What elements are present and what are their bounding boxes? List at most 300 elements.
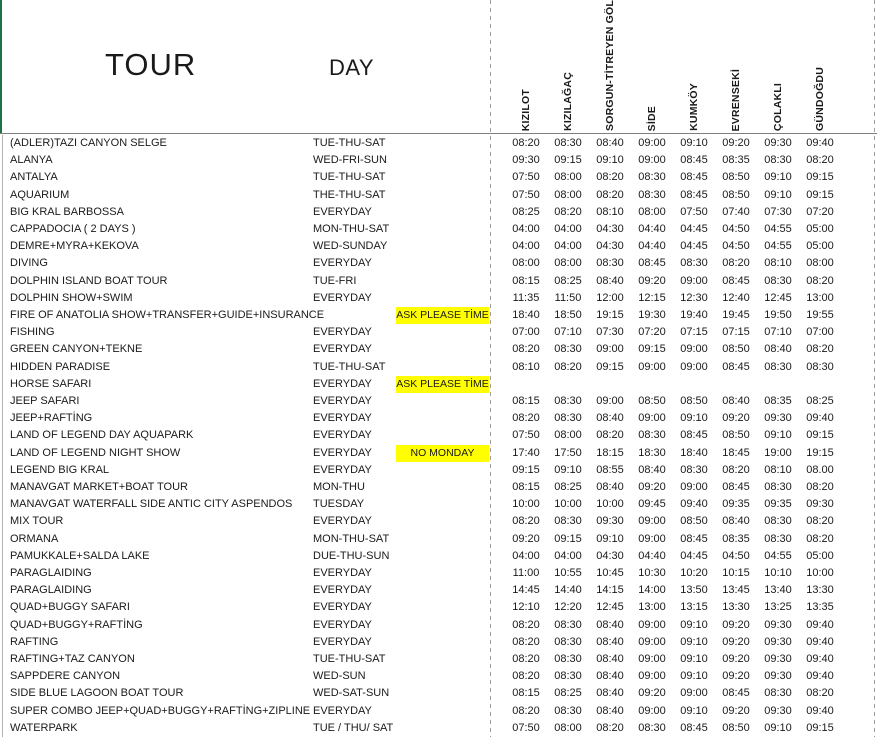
time-cell[interactable]: 09:20 <box>722 412 750 425</box>
day-cell[interactable]: EVERYDAY <box>313 395 372 407</box>
time-cell[interactable]: 09:15 <box>554 154 582 167</box>
time-cell[interactable]: 08:40 <box>596 481 624 493</box>
time-cell[interactable]: 09:00 <box>680 481 708 493</box>
day-cell[interactable]: EVERYDAY <box>313 704 372 717</box>
time-cell[interactable]: 08:30 <box>764 274 792 287</box>
time-cell[interactable]: 08:40 <box>596 412 624 425</box>
day-cell[interactable]: TUE-THU-SAT <box>313 171 386 184</box>
day-cell[interactable]: EVERYDAY <box>313 635 372 648</box>
time-cell[interactable]: 04:40 <box>638 549 666 562</box>
time-cell[interactable]: 17:40 <box>512 446 540 459</box>
time-cell[interactable]: 12:40 <box>722 291 750 304</box>
time-cell[interactable]: 09:10 <box>764 721 792 734</box>
time-cell[interactable]: 08:30 <box>680 463 708 476</box>
time-cell[interactable]: 08:40 <box>596 137 624 149</box>
time-cell[interactable]: 08:20 <box>512 515 540 528</box>
time-cell[interactable]: 18:15 <box>596 446 624 459</box>
time-cell[interactable]: 04:45 <box>680 223 708 235</box>
time-cell[interactable]: 07:50 <box>512 171 540 184</box>
time-cell[interactable]: 19:40 <box>680 309 708 321</box>
time-cell[interactable]: 07:20 <box>638 326 666 339</box>
time-cell[interactable]: 09:10 <box>680 653 708 665</box>
tour-name-cell[interactable]: SAPPDERE CANYON <box>10 670 121 683</box>
time-cell[interactable]: 08:15 <box>512 687 540 700</box>
tour-name-cell[interactable]: LAND OF LEGEND DAY AQUAPARK <box>10 429 194 442</box>
day-cell[interactable]: EVERYDAY <box>313 515 372 528</box>
time-cell[interactable]: 04:00 <box>512 223 540 235</box>
time-cell[interactable]: 08:20 <box>806 515 834 528</box>
time-cell[interactable]: 13:35 <box>806 601 834 614</box>
time-cell[interactable]: 08:00 <box>806 257 834 270</box>
time-cell[interactable]: 09:20 <box>722 137 750 149</box>
time-cell[interactable]: 08:40 <box>638 463 666 476</box>
time-cell[interactable]: 09:15 <box>554 532 582 545</box>
time-cell[interactable]: 09:20 <box>638 687 666 700</box>
time-cell[interactable]: 09:00 <box>680 274 708 287</box>
time-cell[interactable]: 18:40 <box>512 309 540 321</box>
time-cell[interactable]: 08:20 <box>512 137 540 149</box>
time-cell[interactable]: 04:50 <box>722 549 750 562</box>
time-cell[interactable]: 08:00 <box>512 257 540 270</box>
time-cell[interactable]: 04:40 <box>638 240 666 253</box>
time-cell[interactable]: 07:30 <box>764 205 792 218</box>
time-cell[interactable]: 13:15 <box>680 601 708 614</box>
time-cell[interactable]: 08:50 <box>722 171 750 184</box>
time-cell[interactable]: 13:00 <box>806 291 834 304</box>
tour-name-cell[interactable]: CAPPADOCIA ( 2 DAYS ) <box>10 223 136 235</box>
time-cell[interactable]: 08:10 <box>764 257 792 270</box>
time-cell[interactable]: 11:50 <box>554 291 582 304</box>
time-cell[interactable]: 09:20 <box>638 481 666 493</box>
time-cell[interactable]: 09:10 <box>764 188 792 201</box>
time-cell[interactable]: 08:15 <box>512 395 540 407</box>
day-cell[interactable]: EVERYDAY <box>313 291 372 304</box>
time-cell[interactable]: 09:40 <box>806 412 834 425</box>
time-cell[interactable]: 08:25 <box>806 395 834 407</box>
time-cell[interactable]: 08:30 <box>638 429 666 442</box>
time-cell[interactable]: 08:50 <box>722 188 750 201</box>
time-cell[interactable]: 11:00 <box>512 567 540 579</box>
time-cell[interactable]: 13:25 <box>764 601 792 614</box>
time-cell[interactable]: 09:40 <box>806 635 834 648</box>
time-cell[interactable]: 08:30 <box>554 343 582 356</box>
time-cell[interactable]: 09:10 <box>680 635 708 648</box>
time-cell[interactable]: 04:00 <box>554 223 582 235</box>
time-cell[interactable]: 08:20 <box>512 343 540 356</box>
tour-name-cell[interactable]: MANAVGAT MARKET+BOAT TOUR <box>10 481 188 493</box>
time-cell[interactable]: 11:35 <box>512 291 540 304</box>
time-cell[interactable]: 09:10 <box>680 670 708 683</box>
time-cell[interactable]: 09:15 <box>596 360 624 373</box>
day-cell[interactable]: WED-SUN <box>313 670 366 683</box>
location-column-header[interactable] <box>757 4 799 131</box>
tour-name-cell[interactable]: SIDE BLUE LAGOON BOAT TOUR <box>10 687 184 700</box>
time-cell[interactable]: 07:30 <box>596 326 624 339</box>
time-cell[interactable]: 04:30 <box>596 223 624 235</box>
time-cell[interactable]: 09:20 <box>722 670 750 683</box>
time-cell[interactable]: 08:20 <box>512 670 540 683</box>
tour-name-cell[interactable]: RAFTING <box>10 635 59 648</box>
tour-name-cell[interactable]: MANAVGAT WATERFALL SIDE ANTIC CITY ASPENDOS <box>10 498 293 511</box>
time-cell[interactable]: 08:45 <box>680 188 708 201</box>
time-cell[interactable]: 08:30 <box>554 670 582 683</box>
time-cell[interactable]: 08:30 <box>764 360 792 373</box>
location-column-header[interactable] <box>673 4 715 131</box>
time-cell[interactable]: 08:00 <box>554 188 582 201</box>
time-cell[interactable]: 10:55 <box>554 567 582 579</box>
time-cell[interactable]: 04:55 <box>764 240 792 253</box>
time-cell[interactable]: 04:30 <box>596 549 624 562</box>
time-cell[interactable]: 08:10 <box>596 205 624 218</box>
time-cell[interactable]: 08:45 <box>722 274 750 287</box>
day-cell[interactable]: TUESDAY <box>313 498 365 511</box>
time-cell[interactable]: 08.00 <box>806 463 834 476</box>
time-cell[interactable]: 12:00 <box>596 291 624 304</box>
time-cell[interactable]: 04:30 <box>596 240 624 253</box>
time-cell[interactable]: 12:10 <box>512 601 540 614</box>
day-cell[interactable]: EVERYDAY <box>313 429 372 442</box>
time-cell[interactable]: 10:20 <box>680 567 708 579</box>
time-cell[interactable]: 09:00 <box>638 360 666 373</box>
time-cell[interactable]: 08:40 <box>596 635 624 648</box>
time-cell[interactable]: 08:20 <box>512 618 540 631</box>
time-cell[interactable]: 08:30 <box>554 515 582 528</box>
time-cell[interactable]: 08:55 <box>596 463 624 476</box>
time-cell[interactable]: 08:20 <box>806 532 834 545</box>
time-cell[interactable]: 19:15 <box>806 446 834 459</box>
time-cell[interactable]: 08:45 <box>722 481 750 493</box>
time-cell[interactable]: 08:15 <box>512 274 540 287</box>
time-cell[interactable]: 19:45 <box>722 309 750 321</box>
time-cell[interactable]: 08:45 <box>680 429 708 442</box>
time-cell[interactable]: 08:50 <box>722 721 750 734</box>
time-cell[interactable]: 08:20 <box>806 154 834 167</box>
time-cell[interactable]: 09:15 <box>512 463 540 476</box>
time-cell[interactable]: 12:45 <box>764 291 792 304</box>
time-cell[interactable]: 19:50 <box>764 309 792 321</box>
time-cell[interactable]: 09:00 <box>680 687 708 700</box>
day-cell[interactable]: EVERYDAY <box>313 326 372 339</box>
time-cell[interactable]: 08:40 <box>596 653 624 665</box>
tour-name-cell[interactable]: ANTALYA <box>10 171 58 184</box>
time-cell[interactable]: 08:25 <box>554 274 582 287</box>
time-cell[interactable]: 08:40 <box>722 515 750 528</box>
time-cell[interactable]: 08:20 <box>554 360 582 373</box>
tour-name-cell[interactable]: LEGEND BIG KRAL <box>10 463 110 476</box>
time-cell[interactable]: 09:30 <box>764 618 792 631</box>
day-cell[interactable]: WED-FRI-SUN <box>313 154 387 167</box>
time-cell[interactable]: 10:00 <box>554 498 582 511</box>
tour-name-cell[interactable]: FISHING <box>10 326 55 339</box>
time-cell[interactable]: 08:30 <box>596 257 624 270</box>
tour-name-cell[interactable]: PARAGLAIDING <box>10 567 92 579</box>
tour-name-cell[interactable]: QUAD+BUGGY SAFARI <box>10 601 130 614</box>
tour-name-cell[interactable]: HIDDEN PARADISE <box>10 360 111 373</box>
time-cell[interactable]: 09:40 <box>680 498 708 511</box>
tour-name-cell[interactable]: LAND OF LEGEND NIGHT SHOW <box>10 446 181 459</box>
time-cell[interactable]: 09:10 <box>596 532 624 545</box>
time-cell[interactable]: 14:45 <box>512 584 540 597</box>
time-cell[interactable]: 17:50 <box>554 446 582 459</box>
time-cell[interactable]: 07:50 <box>680 205 708 218</box>
time-cell[interactable]: 10:30 <box>638 567 666 579</box>
time-cell[interactable]: 04:00 <box>512 240 540 253</box>
tour-name-cell[interactable]: AQUARIUM <box>10 188 70 201</box>
tour-name-cell[interactable]: BIG KRAL BARBOSSA <box>10 205 124 218</box>
day-cell[interactable]: EVERYDAY <box>313 205 372 218</box>
time-cell[interactable]: 08:50 <box>722 343 750 356</box>
time-cell[interactable]: 18:45 <box>722 446 750 459</box>
time-cell[interactable]: 13:30 <box>722 601 750 614</box>
time-cell[interactable]: 08:30 <box>806 360 834 373</box>
time-cell[interactable]: 04:50 <box>722 223 750 235</box>
location-column-header[interactable] <box>631 4 673 131</box>
time-cell[interactable]: 09:30 <box>806 498 834 511</box>
tour-name-cell[interactable]: SUPER COMBO JEEP+QUAD+BUGGY+RAFTİNG+ZIPLINE <box>10 704 311 717</box>
tour-name-cell[interactable]: DIVING <box>10 257 48 270</box>
time-cell[interactable]: 09:35 <box>722 498 750 511</box>
location-column-header[interactable] <box>547 4 589 131</box>
time-cell[interactable]: 13:30 <box>806 584 834 597</box>
day-cell[interactable]: WED-SUNDAY <box>313 240 388 253</box>
time-cell[interactable]: 08:20 <box>512 653 540 665</box>
time-cell[interactable]: 08:30 <box>554 395 582 407</box>
time-cell[interactable]: 09:00 <box>680 343 708 356</box>
time-cell[interactable]: 12:15 <box>638 291 666 304</box>
time-cell[interactable]: 08:20 <box>596 171 624 184</box>
time-cell[interactable]: 09:00 <box>638 670 666 683</box>
time-cell[interactable]: 05:00 <box>806 549 834 562</box>
time-cell[interactable]: 08:20 <box>722 257 750 270</box>
day-cell[interactable]: EVERYDAY <box>313 412 372 425</box>
time-cell[interactable]: 08:30 <box>764 515 792 528</box>
time-cell[interactable]: 08:30 <box>764 687 792 700</box>
time-cell[interactable]: 09:10 <box>554 463 582 476</box>
time-cell[interactable]: 08:40 <box>596 618 624 631</box>
tour-name-cell[interactable]: PAMUKKALE+SALDA LAKE <box>10 549 150 562</box>
time-cell[interactable]: 08:30 <box>554 653 582 665</box>
time-cell[interactable]: 09:00 <box>638 515 666 528</box>
time-cell[interactable]: 08:45 <box>680 154 708 167</box>
time-cell[interactable]: 09:15 <box>806 721 834 734</box>
time-cell[interactable]: 10:00 <box>512 498 540 511</box>
day-cell[interactable]: EVERYDAY <box>313 257 372 270</box>
tour-name-cell[interactable]: PARAGLAIDING <box>10 584 92 597</box>
time-cell[interactable]: 14:15 <box>596 584 624 597</box>
time-cell[interactable]: 09:10 <box>764 171 792 184</box>
time-cell[interactable]: 07:15 <box>680 326 708 339</box>
time-cell[interactable]: 04:00 <box>554 549 582 562</box>
day-cell[interactable]: EVERYDAY <box>313 567 372 579</box>
location-column-header[interactable] <box>589 0 631 131</box>
time-cell[interactable]: 04:45 <box>680 240 708 253</box>
time-cell[interactable]: 09:10 <box>680 704 708 717</box>
time-cell[interactable]: 09:10 <box>764 429 792 442</box>
time-cell[interactable]: 09:00 <box>638 137 666 149</box>
time-cell[interactable]: 09:00 <box>638 412 666 425</box>
time-cell[interactable]: 09:30 <box>764 704 792 717</box>
day-cell[interactable]: EVERYDAY <box>313 377 372 390</box>
time-cell[interactable]: 08:30 <box>554 635 582 648</box>
time-cell[interactable]: 19:30 <box>638 309 666 321</box>
time-cell[interactable]: 18:50 <box>554 309 582 321</box>
time-cell[interactable]: 08:30 <box>638 171 666 184</box>
time-cell[interactable]: 08:30 <box>764 154 792 167</box>
time-cell[interactable]: 09:00 <box>680 360 708 373</box>
time-cell[interactable]: 09:00 <box>638 653 666 665</box>
time-cell[interactable]: 14:00 <box>638 584 666 597</box>
time-cell[interactable]: 07:10 <box>764 326 792 339</box>
time-cell[interactable]: 09:10 <box>680 618 708 631</box>
time-cell[interactable]: 08:35 <box>722 154 750 167</box>
tour-name-cell[interactable]: MIX TOUR <box>10 515 64 528</box>
time-cell[interactable]: 18:40 <box>680 446 708 459</box>
time-cell[interactable]: 08:30 <box>554 412 582 425</box>
time-cell[interactable]: 08:40 <box>596 274 624 287</box>
time-cell[interactable]: 09:30 <box>764 670 792 683</box>
time-cell[interactable]: 08:20 <box>722 463 750 476</box>
time-cell[interactable]: 04:55 <box>764 549 792 562</box>
time-cell[interactable]: 12:20 <box>554 601 582 614</box>
note-highlight-cell[interactable]: ASK PLEASE TİME <box>396 307 489 324</box>
time-cell[interactable]: 12:45 <box>596 601 624 614</box>
time-cell[interactable]: 08:40 <box>596 687 624 700</box>
day-cell[interactable]: MON-THU-SAT <box>313 223 390 235</box>
time-cell[interactable]: 08:45 <box>680 171 708 184</box>
time-cell[interactable]: 09:30 <box>764 137 792 149</box>
time-cell[interactable]: 08:25 <box>554 481 582 493</box>
time-cell[interactable]: 08:10 <box>764 463 792 476</box>
time-cell[interactable]: 08:30 <box>554 137 582 149</box>
time-cell[interactable]: 04:50 <box>722 240 750 253</box>
time-cell[interactable]: 08:45 <box>638 257 666 270</box>
time-cell[interactable]: 07:00 <box>512 326 540 339</box>
time-cell[interactable]: 07:50 <box>512 188 540 201</box>
time-cell[interactable]: 18:30 <box>638 446 666 459</box>
time-cell[interactable]: 07:50 <box>512 429 540 442</box>
time-cell[interactable]: 08:10 <box>512 360 540 373</box>
time-cell[interactable]: 05:00 <box>806 240 834 253</box>
time-cell[interactable]: 07:20 <box>806 205 834 218</box>
tour-name-cell[interactable]: ALANYA <box>10 154 53 167</box>
time-cell[interactable]: 08:00 <box>554 171 582 184</box>
tour-name-cell[interactable]: HORSE SAFARI <box>10 377 92 390</box>
time-cell[interactable]: 08:00 <box>554 429 582 442</box>
tour-name-cell[interactable]: DEMRE+MYRA+KEKOVA <box>10 240 139 253</box>
time-cell[interactable]: 09:45 <box>638 498 666 511</box>
time-cell[interactable]: 09:00 <box>638 704 666 717</box>
time-cell[interactable]: 09:30 <box>764 635 792 648</box>
time-cell[interactable]: 09:20 <box>722 635 750 648</box>
time-cell[interactable]: 08:25 <box>554 687 582 700</box>
tour-name-cell[interactable]: GREEN CANYON+TEKNE <box>10 343 143 356</box>
time-cell[interactable]: 09:30 <box>512 154 540 167</box>
time-cell[interactable]: 09:40 <box>806 137 834 149</box>
location-column-header[interactable] <box>715 4 757 131</box>
time-cell[interactable]: 09:20 <box>638 274 666 287</box>
time-cell[interactable]: 08:20 <box>554 205 582 218</box>
time-cell[interactable]: 09:00 <box>596 395 624 407</box>
day-cell[interactable]: MON-THU-SAT <box>313 532 390 545</box>
time-cell[interactable]: 08:30 <box>764 532 792 545</box>
time-cell[interactable]: 09:20 <box>512 532 540 545</box>
time-cell[interactable]: 08:45 <box>680 532 708 545</box>
day-cell[interactable]: MON-THU <box>313 481 365 493</box>
tour-name-cell[interactable]: DOLPHIN SHOW+SWIM <box>10 291 133 304</box>
time-cell[interactable]: 08:20 <box>596 721 624 734</box>
time-cell[interactable]: 10:45 <box>596 567 624 579</box>
time-cell[interactable]: 04:40 <box>638 223 666 235</box>
time-cell[interactable]: 10:00 <box>806 567 834 579</box>
time-cell[interactable]: 09:15 <box>806 171 834 184</box>
time-cell[interactable]: 07:00 <box>806 326 834 339</box>
tour-name-cell[interactable]: ORMANA <box>10 532 59 545</box>
time-cell[interactable]: 07:40 <box>722 205 750 218</box>
time-cell[interactable]: 08:30 <box>554 618 582 631</box>
time-cell[interactable]: 08:00 <box>554 257 582 270</box>
time-cell[interactable]: 08:50 <box>722 429 750 442</box>
time-cell[interactable]: 08:20 <box>806 343 834 356</box>
tour-name-cell[interactable]: (ADLER)TAZI CANYON SELGE <box>10 137 167 149</box>
time-cell[interactable]: 08:00 <box>638 205 666 218</box>
time-cell[interactable]: 09:15 <box>638 343 666 356</box>
time-cell[interactable]: 09:40 <box>806 653 834 665</box>
time-cell[interactable]: 07:50 <box>512 721 540 734</box>
time-cell[interactable]: 14:40 <box>554 584 582 597</box>
time-cell[interactable]: 08:40 <box>596 670 624 683</box>
time-cell[interactable]: 08:20 <box>512 704 540 717</box>
time-cell[interactable]: 08:00 <box>554 721 582 734</box>
time-cell[interactable]: 19:15 <box>596 309 624 321</box>
day-cell[interactable]: EVERYDAY <box>313 601 372 614</box>
time-cell[interactable]: 04:55 <box>764 223 792 235</box>
time-cell[interactable]: 08:50 <box>638 395 666 407</box>
location-column-header[interactable] <box>505 4 547 131</box>
time-cell[interactable]: 08:20 <box>806 481 834 493</box>
time-cell[interactable]: 08:50 <box>680 515 708 528</box>
tour-name-cell[interactable]: RAFTING+TAZ CANYON <box>10 653 135 665</box>
time-cell[interactable]: 04:00 <box>512 549 540 562</box>
time-cell[interactable]: 13:00 <box>638 601 666 614</box>
time-cell[interactable]: 09:20 <box>722 704 750 717</box>
day-cell[interactable]: TUE-THU-SAT <box>313 653 386 665</box>
tour-name-cell[interactable]: WATERPARK <box>10 721 78 734</box>
time-cell[interactable]: 08:40 <box>596 704 624 717</box>
time-cell[interactable]: 09:40 <box>806 618 834 631</box>
time-cell[interactable]: 09:00 <box>638 635 666 648</box>
time-cell[interactable]: 08:45 <box>722 687 750 700</box>
time-cell[interactable]: 08:35 <box>764 395 792 407</box>
tour-name-cell[interactable]: QUAD+BUGGY+RAFTİNG <box>10 618 143 631</box>
time-cell[interactable]: 09:00 <box>638 154 666 167</box>
time-cell[interactable]: 09:30 <box>596 515 624 528</box>
day-cell[interactable]: EVERYDAY <box>313 463 372 476</box>
time-cell[interactable]: 08:45 <box>722 360 750 373</box>
time-cell[interactable]: 09:35 <box>764 498 792 511</box>
time-cell[interactable]: 09:40 <box>806 670 834 683</box>
day-cell[interactable]: DUE-THU-SUN <box>313 549 390 562</box>
time-cell[interactable]: 09:10 <box>596 154 624 167</box>
tour-name-cell[interactable]: FIRE OF ANATOLIA SHOW+TRANSFER+GUIDE+INSURANCE <box>10 309 325 321</box>
time-cell[interactable]: 09:15 <box>806 188 834 201</box>
day-cell[interactable]: TUE-THU-SAT <box>313 137 386 149</box>
tour-name-cell[interactable]: JEEP+RAFTİNG <box>10 412 93 425</box>
day-cell[interactable]: TUE-FRI <box>313 274 357 287</box>
tour-name-cell[interactable]: JEEP SAFARI <box>10 395 80 407</box>
time-cell[interactable]: 08:30 <box>764 481 792 493</box>
time-cell[interactable]: 10:10 <box>764 567 792 579</box>
location-column-header[interactable] <box>799 4 841 131</box>
